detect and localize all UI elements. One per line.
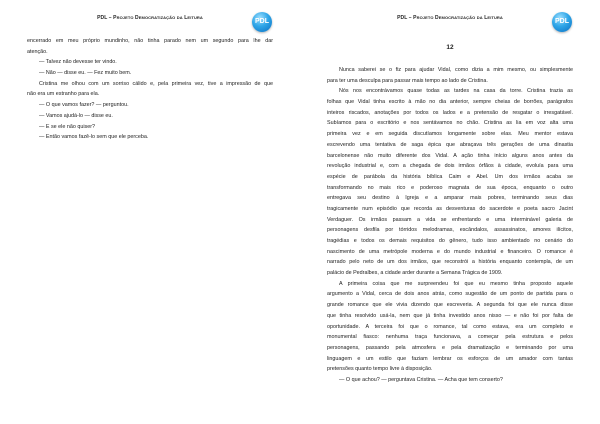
text-line: personagens, passando pela atmosfera e pela dramatização e terminando por uma — [327, 344, 573, 351]
text-line: inteiros riscados, anotações por todos os lados e a pretensão de resgatar o irresgatável. — [327, 109, 573, 116]
text-line: personagens desfila por tórridos melodramas, escândalos, assassinatos, amores ilícitos, — [327, 227, 573, 234]
text-line: transformando no mais rico e poderoso magnata de sua época, enquanto o outro — [327, 184, 573, 191]
pdl-logo: PDL — [252, 12, 272, 32]
text-line: — Não — disse eu. — Fez muito bem. — [39, 70, 132, 77]
text-line: — Talvez não devesse ter vindo. — [39, 59, 117, 66]
text-line: folhas que Vidal tinha escrito à mão no dia anterior, sempre cheias de borrões, parágrafos — [327, 99, 573, 106]
paragraph — [27, 68, 273, 79]
text-line: que tinha resolvido usá-la, nem que já tinha investido anos nisso — e não foi por falta de — [327, 312, 573, 319]
text-line: grande romance que ele vivia dizendo que escreveria. A segunda foi que ele nunca disse — [327, 302, 573, 309]
text-line: entregava seu destino à Igreja e a amparar mais pobres, terminando seus dias — [327, 195, 573, 202]
text-line: Subíamos para o escritório e nos sentávamos no chão. Cristina as lia em voz alta uma — [327, 120, 573, 127]
paragraph — [27, 111, 273, 122]
text-line: narrado pelo neto de um dos irmãos, que reconstrói a história enquanto contempla, de um — [327, 259, 573, 266]
text-line: pretensões quanto tempo livre à disposição. — [327, 366, 433, 373]
text-line: — O que vamos fazer? — perguntou. — [39, 102, 129, 109]
text-line: argumento a Vidal, cerca de dois anos atrás, como sugestão de um ponto de partida para o — [327, 291, 573, 298]
right-page-text — [327, 65, 573, 386]
text-line: atenção. — [27, 48, 48, 55]
text-line: tragédias e todos os demais requisitos do gênero, tudo isso ambientado no cenário do — [327, 238, 573, 244]
text-line: revolução industrial e, com a chegada de dois irmãos órfãos à cidade, evoluía para uma — [327, 163, 573, 170]
paragraph — [27, 132, 273, 143]
paragraph — [327, 279, 573, 375]
text-line: encerrado em meu próprio mundinho, não tinha parado nem um segundo para lhe dar — [27, 38, 273, 44]
text-line: linguagem e um estilo que faziam lembrar os esforços de um amador com tantas — [327, 355, 573, 362]
text-line: — E se ele não quiser? — [39, 123, 96, 130]
text-line: — Vamos ajudá-lo — disse eu. — [39, 112, 113, 119]
text-line: para ter uma desculpa para passar mais tempo ao lado de Cristina. — [327, 77, 488, 84]
running-header: PDL – Projeto Democratização da Leitura — [397, 15, 503, 21]
text-line: — O que achou? — perguntava Cristina. — Acha que tem conserto? — [339, 376, 503, 383]
text-line: oportunidade. A terceira foi que o romance, tal como estava, era um completo e — [327, 323, 573, 330]
text-line: A primeira coisa que me surpreendeu foi que eu mesmo tinha proposto aquele — [339, 280, 573, 287]
text-line: palácio de Pedralbes, a cidade arder durante a Semana Trágica de 1909. — [327, 270, 503, 277]
paragraph — [27, 57, 273, 68]
paragraph — [327, 65, 573, 86]
chapter-number: 12 — [446, 44, 454, 51]
text-line: primeira vez e em seguida discutíamos longamente sobre elas. Meu mentor estava — [327, 131, 573, 138]
text-line: tragicamente num episódio que recorda as desventuras do sacerdote e poeta sacro Jacint — [327, 205, 573, 212]
text-line: Verdaguer. Os irmãos passam a vida se enfrentando e uma interminável galeria de — [327, 216, 573, 223]
right-page — [300, 0, 600, 424]
paragraph — [327, 375, 573, 386]
text-line: barcelonense não muito diferente dos Vidal. A ação tinha início alguns anos antes da — [327, 152, 573, 159]
paragraph — [27, 36, 273, 57]
text-line: — Então vamos fazê-lo sem que ele perceba. — [39, 134, 149, 141]
text-line: escrevendo uma tentativa de saga épica que abraçava três gerações de uma dinastia — [327, 141, 573, 148]
left-page-text — [27, 36, 273, 143]
text-line: Nunca saberei se o fiz para ajudar Vidal, como dizia a mim mesmo, ou simplesmente — [339, 67, 573, 73]
text-line: Cristina me olhou com um sorriso cálido e, pela primeira vez, tive a impressão de que — [39, 80, 273, 87]
pdl-logo: PDL — [552, 12, 572, 32]
paragraph — [327, 86, 573, 278]
paragraph — [27, 122, 273, 133]
paragraph — [27, 100, 273, 111]
text-line: monumental fiasco: nenhuma traça funcionava, a começar pela estrutura e pelos — [327, 334, 573, 341]
text-line: Nós nos encontrávamos quase todas as tardes na casa da torre. Cristina trazia as — [339, 88, 573, 95]
running-header: PDL – Projeto Democratização da Leitura — [97, 15, 203, 21]
text-line: espécie de parábola da história bíblica Caim e Abel. Um dos irmãos acaba se — [327, 173, 573, 180]
text-line: nascimento de uma metrópole moderna e do mundo industrial e financeiro. O romance é — [327, 248, 573, 255]
text-line: não era um estranho para ela. — [27, 91, 100, 98]
paragraph — [27, 79, 273, 100]
